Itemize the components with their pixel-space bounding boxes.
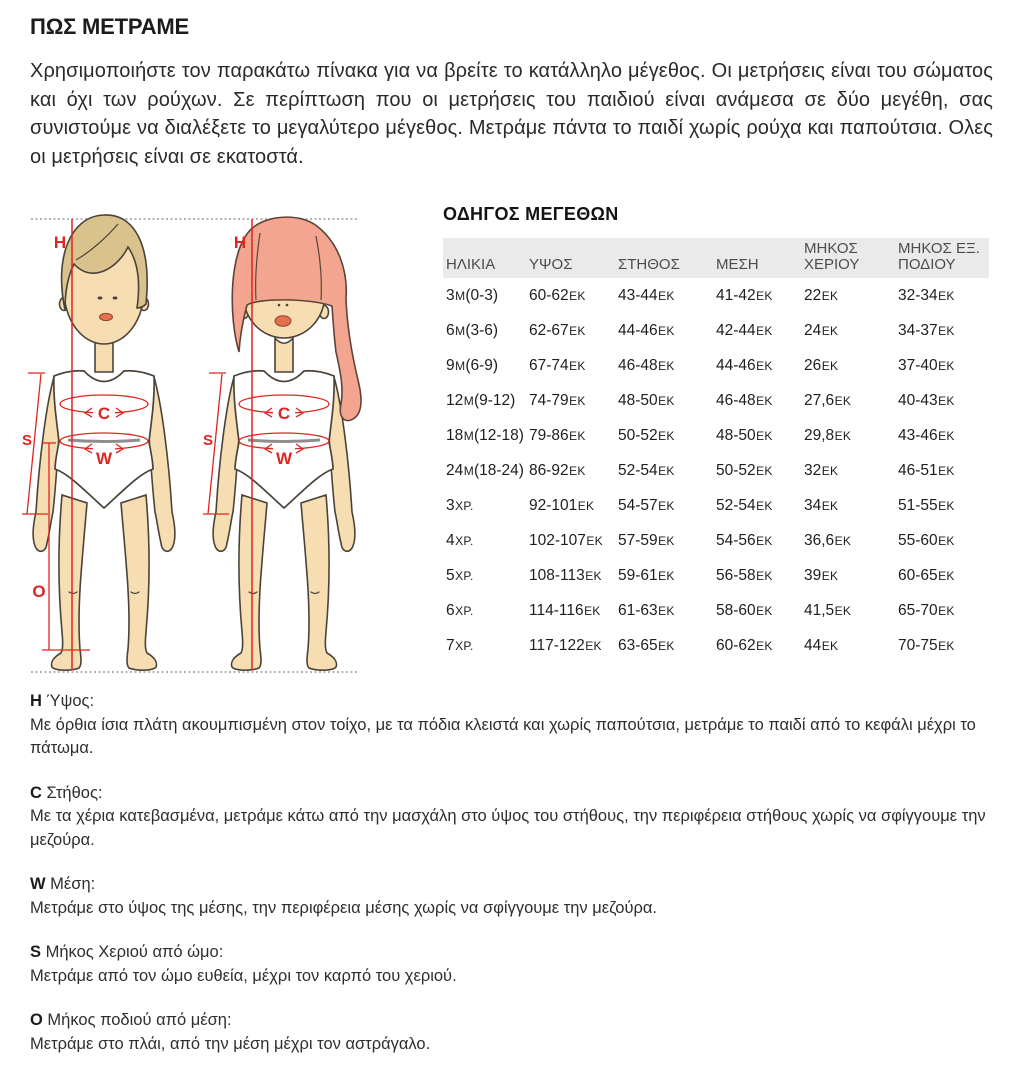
age-cell: 3 Μ (0-3): [446, 286, 499, 304]
table-row: [443, 278, 989, 313]
girl-waist-label: W: [275, 449, 293, 468]
boy-left-eye: [98, 297, 103, 300]
girl-waist-seam: [248, 440, 320, 442]
measurement-cell: 43-46 ΕΚ: [898, 426, 955, 444]
measurement-cell: 32-34 ΕΚ: [898, 286, 955, 304]
measurement-cell: 50-52 ΕΚ: [716, 461, 773, 479]
measurement-cell: 37-40 ΕΚ: [898, 356, 955, 374]
age-cell: 6 ΧΡ.: [446, 601, 474, 619]
age-cell: 18 Μ (12-18): [446, 426, 524, 444]
measurement-cell: 36,6 ΕΚ: [804, 531, 852, 549]
girl-left-leg: [231, 495, 267, 670]
girl-lips: [275, 316, 291, 326]
definition-O: [30, 1009, 992, 1056]
definition-text: Μετράμε στο πλάι, από την μέση μέχρι τον αστράγαλο.: [30, 1034, 431, 1053]
measurement-cell: 60-62 ΕΚ: [529, 286, 586, 304]
measurement-cell: 61-63 ΕΚ: [618, 601, 675, 619]
age-cell: 12 Μ (9-12): [446, 391, 516, 409]
definition-term: S Μήκος Χεριού από ώμο:: [30, 943, 224, 961]
table-row: [443, 523, 989, 558]
measurement-cell: 41,5 ΕΚ: [804, 601, 852, 619]
definition-text: Μετράμε στο ύψος της μέσης, την περιφέρεια μέσης χωρίς να σφίγγουμε την μεζούρα.: [30, 898, 657, 917]
measurement-cell: 74-79 ΕΚ: [529, 391, 586, 409]
measurement-cell: 50-52 ΕΚ: [618, 426, 675, 444]
measurement-cell: 32 ΕΚ: [804, 461, 839, 479]
boy-right-leg: [121, 495, 157, 670]
definition-W: [30, 873, 992, 920]
definition-text: Μετράμε από τον ώμο ευθεία, μέχρι τον καρπό του χεριού.: [30, 966, 457, 985]
definition-H: [30, 690, 992, 761]
measurement-cell: 54-57 ΕΚ: [618, 496, 675, 514]
table-row: [443, 558, 989, 593]
definition-key-letter: W: [30, 875, 51, 893]
measurement-cell: 86-92 ΕΚ: [529, 461, 586, 479]
column-header-4: ΜΗΚΟΣ ΧΕΡΙΟΥ: [804, 240, 860, 273]
boy-left-leg: [51, 495, 87, 670]
column-header-0: ΗΛΙΚΙΑ: [446, 256, 496, 273]
age-cell: 7 ΧΡ.: [446, 636, 474, 654]
measurement-cell: 24 ΕΚ: [804, 321, 839, 339]
table-row: [443, 628, 989, 663]
size-table-header-row: [443, 238, 989, 278]
measurement-cell: 44 ΕΚ: [804, 636, 839, 654]
size-table-title: ΟΔΗΓΟΣ ΜΕΓΕΘΩΝ: [443, 204, 619, 224]
boy-waist-label: W: [95, 449, 113, 468]
girl-height-label: H: [233, 233, 247, 252]
boy-right-eye: [113, 297, 118, 300]
measurement-cell: 46-48 ΕΚ: [716, 391, 773, 409]
measurement-cell: 22 ΕΚ: [804, 286, 839, 304]
measurement-cell: 34-37 ΕΚ: [898, 321, 955, 339]
intro-paragraph: Χρησιμοποιήστε τον παρακάτω πίνακα για να βρείτε το κατάλληλο μέγεθος. Οι μετρήσεις είναι του σώματος και όχι των ρούχων. Σε περίπτωση που οι μετρήσεις του παιδιού είναι ανάμεσα σε δύο μεγέθη, σας συνιστούμε να διαλέξετε το μεγαλύτερο μέγεθος. Μετράμε πάντα το παιδί χωρίς ρούχα και παπούτσια. Ολες οι μετρήσεις είναι σε εκατοστά.: [30, 60, 993, 168]
measurement-cell: 65-70 ΕΚ: [898, 601, 955, 619]
measurement-cell: 67-74 ΕΚ: [529, 356, 586, 374]
measurement-cell: 29,8 ΕΚ: [804, 426, 852, 444]
definition-S: [30, 941, 992, 988]
definition-text: Με τα χέρια κατεβασμένα, μετράμε κάτω από την μασχάλη στο ύψος του στήθους, την περιφέρεια στήθους χωρίς να σφίγγουμε την μεζούρα.: [30, 807, 986, 849]
age-cell: 3 ΧΡ.: [446, 496, 474, 514]
measurement-cell: 102-107 ΕΚ: [529, 531, 603, 549]
definition-term: W Μέση:: [30, 875, 96, 893]
definition-term: C Στήθος:: [30, 783, 103, 802]
measurement-cell: 34 ΕΚ: [804, 496, 839, 514]
measurement-cell: 40-43 ΕΚ: [898, 391, 955, 409]
column-header-5: ΜΗΚΟΣ ΕΞ. ΠΟΔΙΟΥ: [898, 240, 980, 273]
column-header-1: ΥΨΟΣ: [529, 256, 573, 273]
girl-left-nostril: [278, 304, 281, 307]
measurement-cell: 62-67 ΕΚ: [529, 321, 586, 339]
measurement-cell: 27,6 ΕΚ: [804, 391, 852, 409]
boy-chest-label: C: [97, 404, 111, 423]
table-row: [443, 488, 989, 523]
measurement-cell: 55-60 ΕΚ: [898, 531, 955, 549]
measurement-cell: 114-116 ΕΚ: [529, 601, 601, 619]
measurement-definitions: [30, 690, 992, 1077]
measurement-cell: 117-122 ΕΚ: [529, 636, 602, 654]
definition-term: O Μήκος ποδιού από μέση:: [30, 1011, 232, 1029]
table-row: [443, 418, 989, 453]
measurement-cell: 58-60 ΕΚ: [716, 601, 773, 619]
definition-term: H Ύψος:: [30, 692, 95, 710]
measurement-cell: 51-55 ΕΚ: [898, 496, 955, 514]
girl-chest-label: C: [277, 404, 291, 423]
girl-right-nostril: [286, 304, 289, 307]
age-cell: 5 ΧΡ.: [446, 566, 474, 584]
definition-key-letter: C: [30, 783, 47, 802]
measurement-cell: 79-86 ΕΚ: [529, 426, 586, 444]
age-cell: 4 ΧΡ.: [446, 531, 474, 549]
measurement-cell: 43-44 ΕΚ: [618, 286, 675, 304]
boy-waist-seam: [68, 440, 140, 442]
definition-key-letter: S: [30, 943, 46, 961]
measurement-cell: 63-65 ΕΚ: [618, 636, 675, 654]
table-row: [443, 593, 989, 628]
girl-right-leg: [301, 495, 337, 670]
measurement-cell: 56-58 ΕΚ: [716, 566, 773, 584]
size-table-body: [443, 278, 989, 663]
table-row: [443, 383, 989, 418]
age-cell: 6 Μ (3-6): [446, 321, 499, 339]
definition-key-letter: O: [30, 1011, 48, 1029]
measurement-cell: 108-113 ΕΚ: [529, 566, 602, 584]
table-row: [443, 453, 989, 488]
measurement-cell: 39 ΕΚ: [804, 566, 839, 584]
girl-sleeve-label: S: [202, 432, 214, 449]
boy-height-label: H: [53, 233, 67, 252]
size-table: [443, 238, 989, 663]
measurement-cell: 70-75 ΕΚ: [898, 636, 955, 654]
boy-outleg-label: O: [32, 582, 46, 601]
column-header-3: ΜΕΣΗ: [716, 256, 759, 273]
measurement-figure: [20, 200, 430, 692]
measurement-cell: 48-50 ΕΚ: [716, 426, 773, 444]
measurement-cell: 59-61 ΕΚ: [618, 566, 675, 584]
measurement-cell: 60-62 ΕΚ: [716, 636, 773, 654]
measurement-cell: 44-46 ΕΚ: [618, 321, 675, 339]
page-title: ΠΩΣ ΜΕΤΡΑΜΕ: [30, 14, 190, 39]
measurement-cell: 46-51 ΕΚ: [898, 461, 955, 479]
age-cell: 24 Μ (18-24): [446, 461, 524, 479]
measurement-cell: 48-50 ΕΚ: [618, 391, 675, 409]
boy-lips: [100, 313, 113, 320]
table-row: [443, 313, 989, 348]
measurement-cell: 60-65 ΕΚ: [898, 566, 955, 584]
measurement-cell: 26 ΕΚ: [804, 356, 839, 374]
boy-sleeve-label: S: [21, 432, 33, 449]
measurement-cell: 52-54 ΕΚ: [716, 496, 773, 514]
table-row: [443, 348, 989, 383]
measurement-cell: 57-59 ΕΚ: [618, 531, 675, 549]
age-cell: 9 Μ (6-9): [446, 356, 499, 374]
column-header-2: ΣΤΗΘΟΣ: [618, 256, 680, 273]
children-measurement-illustration: [20, 200, 430, 692]
measurement-cell: 42-44 ΕΚ: [716, 321, 773, 339]
measurement-cell: 41-42 ΕΚ: [716, 286, 773, 304]
girl-neck: [275, 338, 293, 372]
definition-text: Με όρθια ίσια πλάτη ακουμπισμένη στον τοίχο, με τα πόδια κλειστά και χωρίς παπούτσια, μετράμε το παιδί από το κεφάλι μέχρι το πάτωμα.: [30, 715, 976, 757]
definition-key-letter: H: [30, 692, 47, 710]
measurement-cell: 44-46 ΕΚ: [716, 356, 773, 374]
measurement-cell: 92-101 ΕΚ: [529, 496, 595, 514]
definition-C: [30, 782, 992, 853]
measurement-cell: 54-56 ΕΚ: [716, 531, 773, 549]
measurement-cell: 52-54 ΕΚ: [618, 461, 675, 479]
measurement-cell: 46-48 ΕΚ: [618, 356, 675, 374]
